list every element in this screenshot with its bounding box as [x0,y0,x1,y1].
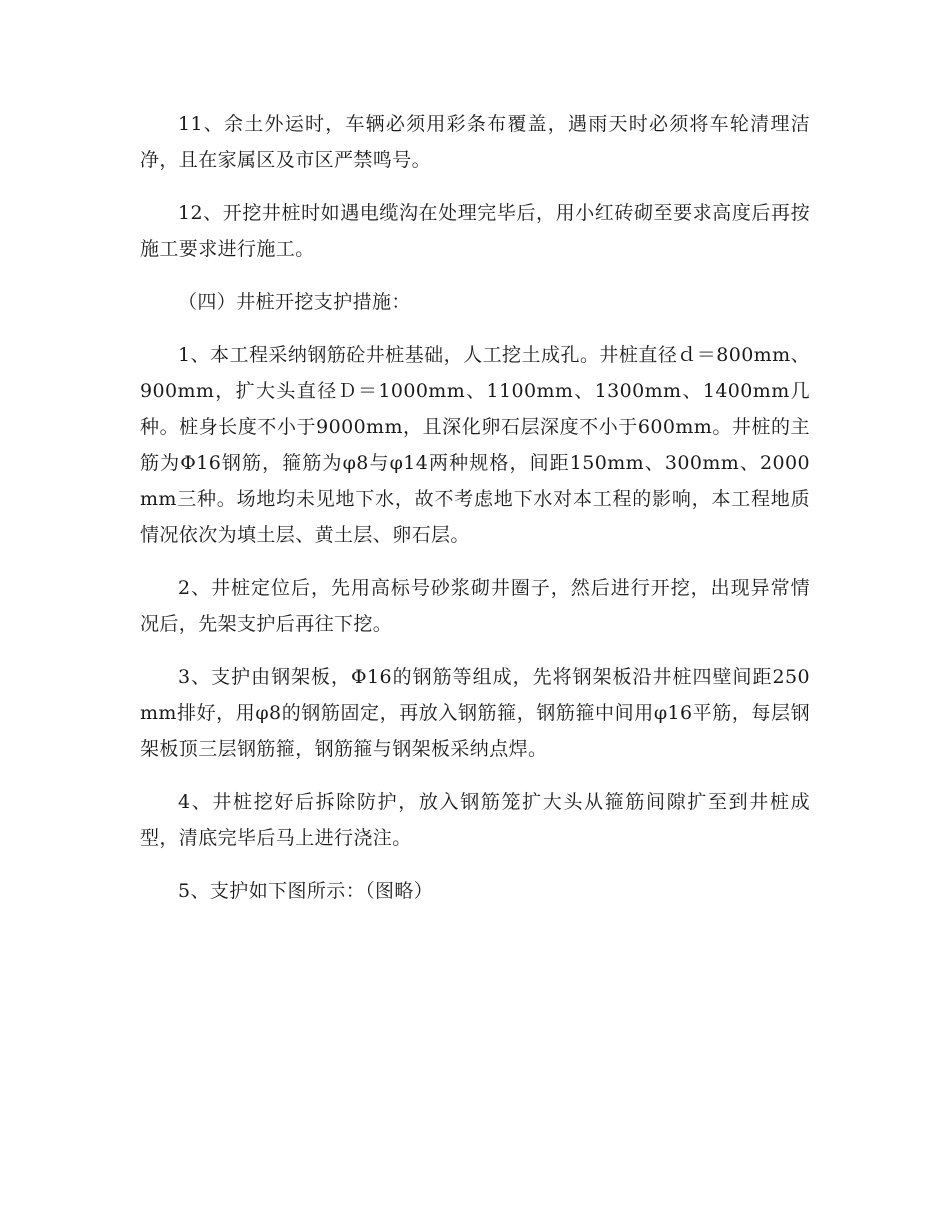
paragraph-3-support-structure: 3、支护由钢架板，Φ16的钢筋等组成，先将钢架板沿井桩四壁间距250mm排好，用φ8的钢筋固定，再放入钢筋箍，钢筋箍中间用φ16平筋，每层钢架板顶三层钢筋箍，钢筋箍与钢架板采纳点焊。 [140,666,810,760]
paragraph-2-pile-positioning: 2、井桩定位后，先用高标号砂浆砌井圈子，然后进行开挖，出现异常情况后，先架支护后再往下挖。 [140,577,810,635]
paragraph-4-remove-protection: 4、井桩挖好后拆除防护，放入钢筋笼扩大头从箍筋间隙扩至到井桩成型，清底完毕后马上进行浇注。 [140,791,810,849]
paragraph-1-pile-foundation: 1、本工程采纳钢筋砼井桩基础，人工挖土成孔。井桩直径ｄ＝800mm、900mm，扩大头直径Ｄ＝1000mm、1100mm、1300mm、1400mm几种。桩身长度不小于9000mm，且深化卵石层深度不小于600mm。井桩的主筋为Φ16钢筋，箍筋为φ8与φ14两种规格，间距150mm、300mm、2000mm三种。场地均未见地下水，故不考虑地下水对本工程的影响，本工程地质情况依次为填土层、黄土层、卵石层。 [140,344,810,546]
paragraph-12-cable-trench: 12、开挖井桩时如遇电缆沟在处理完毕后，用小红砖砌至要求高度后再按施工要求进行施工。 [140,202,810,260]
document-body [140,106,810,926]
paragraph-5-figure-note: 5、支护如下图所示：（图略） [178,880,434,902]
paragraph-11-soil-transport: 11、余土外运时，车辆必须用彩条布覆盖，遇雨天时必须将车轮清理洁净，且在家属区及市区严禁鸣号。 [140,113,810,171]
section-heading-pile-support: （四）井桩开挖支护措施： [178,291,411,313]
